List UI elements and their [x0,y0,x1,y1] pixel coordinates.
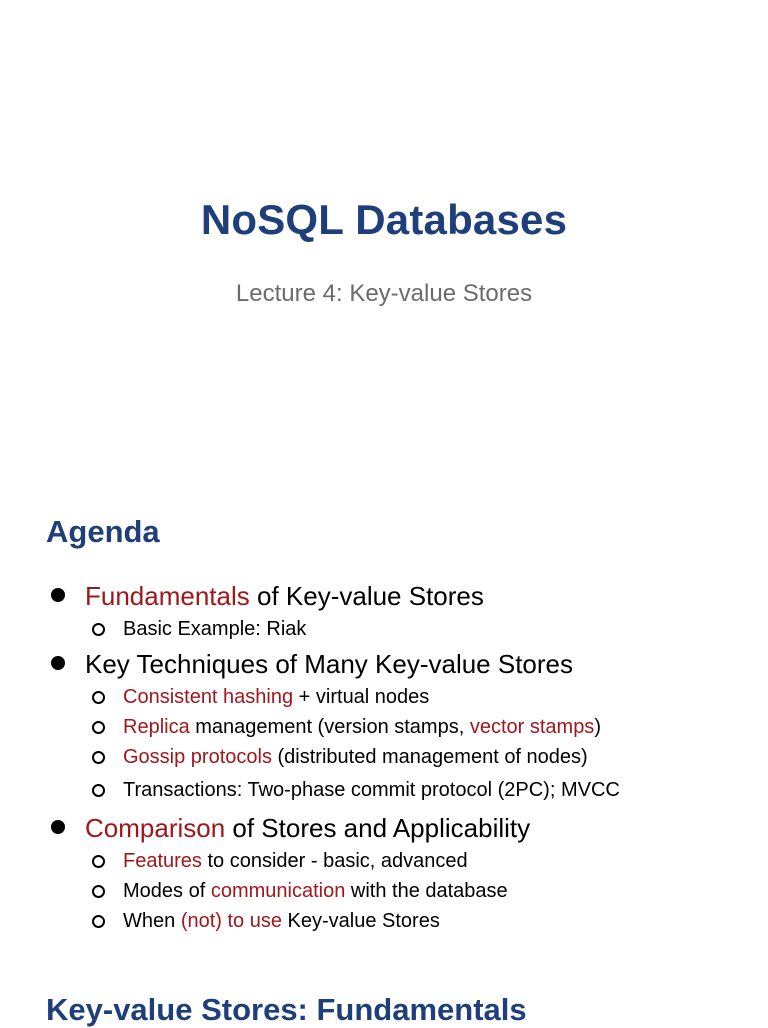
agenda-sublist-fundamentals [48,614,748,644]
agenda-item-text: of Key-value Stores [249,581,484,611]
next-slide-heading: Key-value Stores: Fundamentals [46,992,527,1027]
agenda-subitem-accent: Replica [123,716,190,738]
bullet-dot-icon [51,588,65,602]
agenda-sublist-key-techniques [48,682,748,808]
agenda-subitem [48,906,748,936]
agenda-subitem-text: Key-value Stores [281,910,440,932]
agenda-subitem [48,682,748,712]
agenda-subitem [48,846,748,876]
bullet-dot-icon [51,820,65,834]
bullet-circle-icon [92,751,105,764]
agenda-item-comparison [48,810,748,846]
bullet-circle-icon [92,691,105,704]
agenda-subitem-accent: vector stamps [469,716,595,738]
agenda-subitem [48,772,748,808]
agenda-item-accent: Fundamentals [85,581,250,611]
agenda-subitem-accent: Features [123,850,202,872]
agenda-subitem-text: Transactions: Two-phase commit protocol (2PC); MVCC [123,779,620,801]
agenda-subitem-text: + virtual nodes [293,686,430,708]
agenda-heading: Agenda [46,514,160,549]
agenda-subitem-accent: Consistent hashing [123,686,294,708]
bullet-dot-icon [51,656,65,670]
agenda-item-text: Key Techniques of Many Key-value Stores [85,649,574,679]
slide-subtitle: Lecture 4: Key-value Stores [235,280,533,307]
bullet-circle-icon [92,721,105,734]
bullet-circle-icon [92,915,105,928]
agenda-subitem-text: Basic Example: Riak [123,618,307,640]
agenda-subitem-text: Modes of [123,880,211,902]
bullet-circle-icon [92,855,105,868]
agenda-subitem-text: with the database [345,880,508,902]
agenda-subitem [48,614,748,644]
agenda-subitem [48,712,748,742]
agenda-sublist-comparison [48,846,748,936]
agenda-subitem-accent: (not) to use [180,910,282,932]
bullet-circle-icon [92,885,105,898]
agenda-item-accent: Comparison [85,813,226,843]
agenda-subitem [48,876,748,906]
agenda-subitem-text: ) [594,716,601,738]
slide-title: NoSQL Databases [200,196,568,243]
agenda-subitem-text: When [123,910,181,932]
agenda-item-fundamentals [48,578,748,614]
agenda-subitem-accent: Gossip protocols [123,746,272,768]
agenda-subitem-text: to consider - basic, advanced [201,850,468,872]
agenda-subitem-text: management (version stamps, [189,716,470,738]
agenda-subitem-accent: communication [210,880,346,902]
bullet-circle-icon [92,623,105,636]
bullet-circle-icon [92,784,105,797]
agenda-item-key-techniques [48,646,748,682]
agenda-list [48,578,748,938]
agenda-subitem [48,742,748,772]
agenda-subitem-text: (distributed management of nodes) [271,746,588,768]
agenda-item-text: of Stores and Applicability [225,813,531,843]
